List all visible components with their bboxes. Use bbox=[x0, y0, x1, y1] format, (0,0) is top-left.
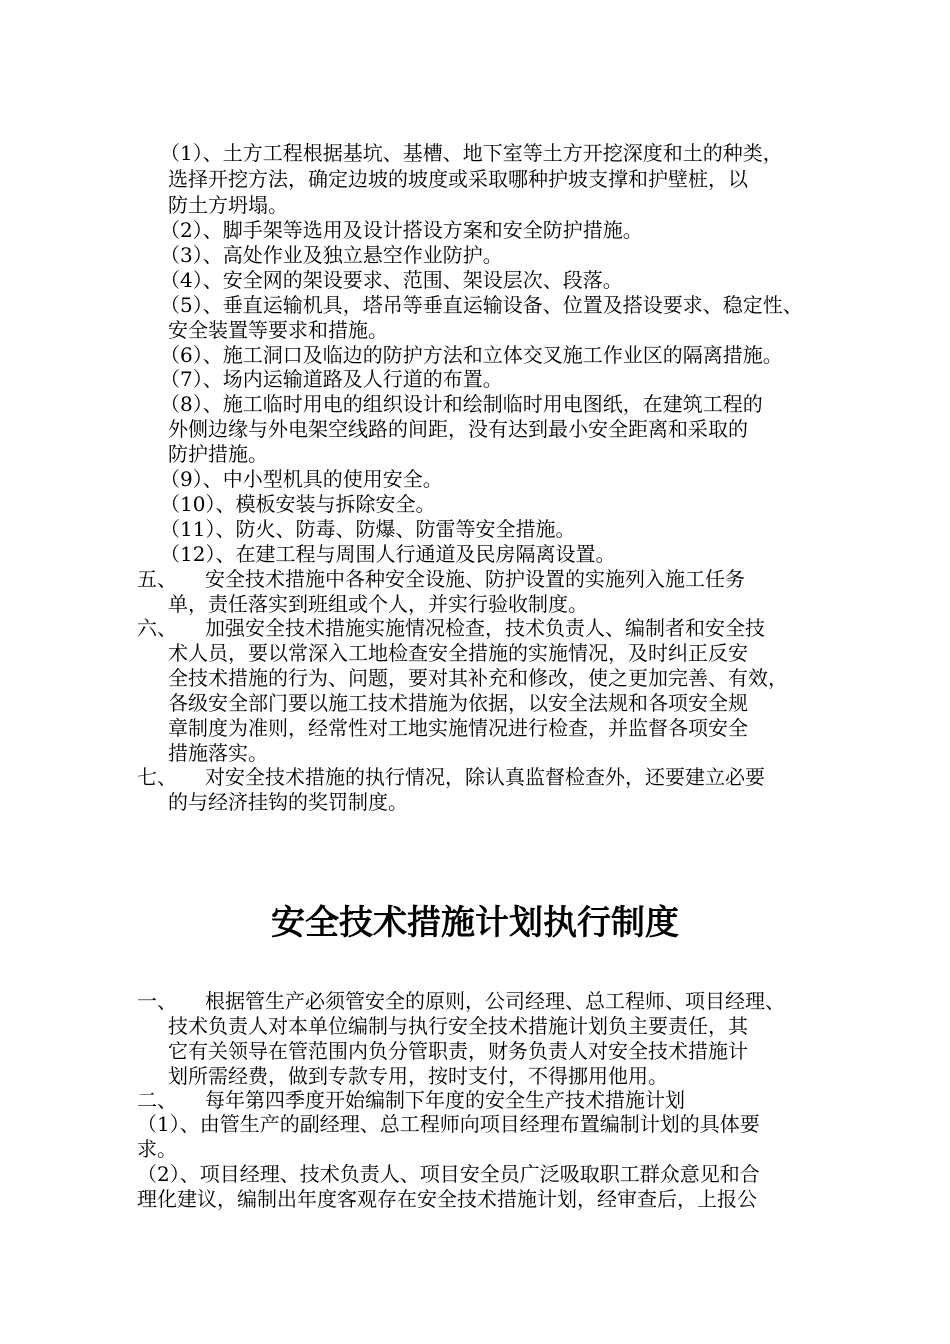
clause-7-number: 七、 bbox=[137, 765, 177, 789]
clause-5-number: 五、 bbox=[137, 567, 177, 591]
item-6: （6）、施工洞口及临边的防护方法和立体交叉施工作业区的隔离措施。 bbox=[160, 343, 783, 367]
clause-6-line-6: 措施落实。 bbox=[168, 741, 268, 765]
subitem-2-line-2: 理化建议，编制出年度客观存在安全技术措施计划，经审查后，上报公 bbox=[137, 1187, 757, 1211]
item-2: （2）、脚手架等选用及设计搭设方案和安全防护措施。 bbox=[160, 218, 643, 242]
subitem-2-line-1: （2）、项目经理、技术负责人、项目安全员广泛吸取职工群众意见和合 bbox=[137, 1162, 760, 1186]
item-7: （7）、场内运输道路及人行道的布置。 bbox=[160, 367, 503, 391]
clause-7-line-1: 对安全技术措施的执行情况，除认真监督检查外，还要建立必要 bbox=[205, 765, 765, 789]
clause-1-line-3: 它有关领导在管范围内负分管职责，财务负责人对安全技术措施计 bbox=[168, 1039, 748, 1063]
item-5-line-1: （5）、垂直运输机具，塔吊等垂直运输设备、位置及搭设要求、稳定性、 bbox=[160, 293, 803, 317]
item-11: （11）、防火、防毒、防爆、防雷等安全措施。 bbox=[160, 517, 576, 541]
item-8-line-3: 防护措施。 bbox=[168, 442, 268, 466]
clause-6-number: 六、 bbox=[137, 616, 177, 640]
clause-7-line-2: 的与经济挂钩的奖罚制度。 bbox=[168, 790, 408, 814]
item-4: （4）、安全网的架设要求、范围、架设层次、段落。 bbox=[160, 268, 623, 292]
clause-6-line-5: 章制度为准则，经常性对工地实施情况进行检查，并监督各项安全 bbox=[168, 716, 748, 740]
clause-2-line-1: 每年第四季度开始编制下年度的安全生产技术措施计划 bbox=[205, 1088, 685, 1112]
item-1-line-1: （1）、土方工程根据基坑、基槽、地下室等土方开挖深度和土的种类， bbox=[160, 141, 783, 165]
clause-6-line-2: 术人员，要以常深入工地检查安全措施的实施情况，及时纠正反安 bbox=[168, 641, 748, 665]
subitem-1-line-2: 求。 bbox=[137, 1137, 177, 1161]
item-5-line-2: 安全装置等要求和措施。 bbox=[168, 318, 388, 342]
item-1-line-2: 选择开挖方法，确定边坡的坡度或采取哪种护坡支撑和护壁桩，以 bbox=[168, 167, 748, 191]
item-8-line-1: （8）、施工临时用电的组织设计和绘制临时用电图纸，在建筑工程的 bbox=[160, 392, 763, 416]
clause-6-line-3: 全技术措施的行为、问题，要对其补充和修改，使之更加完善、有效， bbox=[168, 666, 788, 690]
clause-1-line-4: 划所需经费，做到专款专用，按时支付，不得挪用他用。 bbox=[168, 1064, 668, 1088]
clause-5-line-1: 安全技术措施中各种安全设施、防护设置的实施列入施工任务 bbox=[205, 567, 745, 591]
clause-6-line-4: 各级安全部门要以施工技术措施为依据，以安全法规和各项安全规 bbox=[168, 691, 748, 715]
subitem-1-line-1: （1）、由管生产的副经理、总工程师向项目经理布置编制计划的具体要 bbox=[137, 1112, 760, 1136]
item-1-line-3: 防土方坍塌。 bbox=[168, 193, 288, 217]
item-3: （3）、高处作业及独立悬空作业防护。 bbox=[160, 243, 503, 267]
section-title: 安全技术措施计划执行制度 bbox=[271, 903, 679, 943]
item-12: （12）、在建工程与周围人行通道及民房隔离设置。 bbox=[160, 542, 616, 566]
item-10: （10）、模板安装与拆除安全。 bbox=[160, 492, 436, 516]
clause-1-number: 一、 bbox=[137, 989, 177, 1013]
clause-6-line-1: 加强安全技术措施实施情况检查，技术负责人、编制者和安全技 bbox=[205, 616, 765, 640]
clause-1-line-2: 技术负责人对本单位编制与执行安全技术措施计划负主要责任，其 bbox=[168, 1014, 748, 1038]
clause-5-line-2: 单，责任落实到班组或个人，并实行验收制度。 bbox=[168, 592, 588, 616]
clause-1-line-1: 根据管生产必须管安全的原则，公司经理、总工程师、项目经理、 bbox=[205, 989, 785, 1013]
clause-2-number: 二、 bbox=[137, 1088, 177, 1112]
item-9: （9）、中小型机具的使用安全。 bbox=[160, 467, 443, 491]
item-8-line-2: 外侧边缘与外电架空线路的间距，没有达到最小安全距离和采取的 bbox=[168, 417, 748, 441]
